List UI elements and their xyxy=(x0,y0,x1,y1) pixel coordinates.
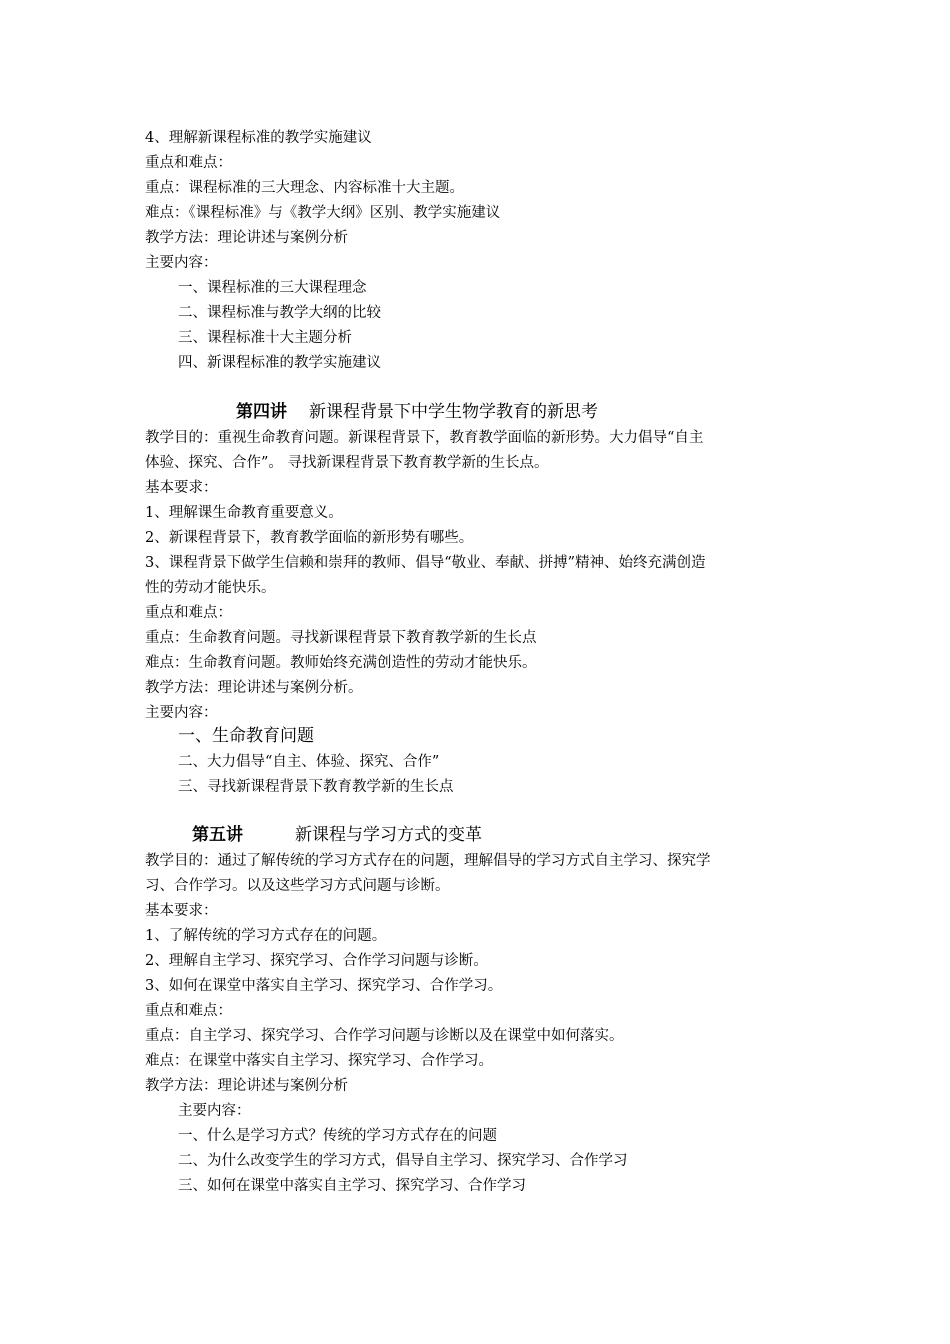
s5-content-item: 三、如何在课堂中落实自主学习、探究学习、合作学习 xyxy=(178,1178,526,1194)
s4-difficulty: 难点：生命教育问题。教师始终充满创造性的劳动才能快乐。 xyxy=(145,655,537,671)
s4-requirement-3-line1: 3、课程背景下做学生信赖和崇拜的教师、倡导“敬业、奉献、拼搏”精神、始终充满创造 xyxy=(145,555,706,571)
s3-teaching-method: 教学方法：理论讲述与案例分析 xyxy=(145,230,348,246)
s4-content-label: 主要内容： xyxy=(145,705,218,721)
s5-requirement-3: 3、如何在课堂中落实自主学习、探究学习、合作学习。 xyxy=(145,978,503,994)
s5-content-item: 二、为什么改变学生的学习方式，倡导自主学习、探究学习、合作学习 xyxy=(178,1153,628,1169)
s4-key-point: 重点：生命教育问题。寻找新课程背景下教育教学新的生长点 xyxy=(145,630,537,646)
s5-requirement-2: 2、理解自主学习、探究学习、合作学习问题与诊断。 xyxy=(145,953,488,969)
s5-requirement-1: 1、了解传统的学习方式存在的问题。 xyxy=(145,928,387,944)
s5-goal-line1: 教学目的：通过了解传统的学习方式存在的问题，理解倡导的学习方式自主学习、探究学 xyxy=(145,853,711,869)
s5-content-label: 主要内容： xyxy=(178,1103,251,1119)
s5-lecture-title: 新课程与学习方式的变革 xyxy=(295,825,482,845)
s4-content-item: 二、大力倡导“自主、体验、探究、合作” xyxy=(178,754,440,770)
s4-requirement-3-line2: 性的劳动才能快乐。 xyxy=(145,580,276,596)
s5-difficulty: 难点：在课堂中落实自主学习、探究学习、合作学习。 xyxy=(145,1053,493,1069)
s5-teaching-method: 教学方法：理论讲述与案例分析 xyxy=(145,1078,348,1094)
s4-heading xyxy=(236,401,598,423)
s3-key-point: 重点：课程标准的三大理念、内容标准十大主题。 xyxy=(145,180,464,196)
s4-lecture-title: 新课程背景下中学生物学教育的新思考 xyxy=(309,402,598,422)
s3-content-item: 二、课程标准与教学大纲的比较 xyxy=(178,305,381,321)
s3-content-item: 四、新课程标准的教学实施建议 xyxy=(178,355,381,371)
s4-content-item: 三、寻找新课程背景下教育教学新的生长点 xyxy=(178,779,454,795)
s5-key-point: 重点：自主学习、探究学习、合作学习问题与诊断以及在课堂中如何落实。 xyxy=(145,1028,624,1044)
s4-goal-line1: 教学目的：重视生命教育问题。新课程背景下，教育教学面临的新形势。大力倡导“自主 xyxy=(145,430,704,446)
s4-content-item: 一、生命教育问题 xyxy=(178,726,314,746)
s4-teaching-method: 教学方法：理论讲述与案例分析。 xyxy=(145,680,363,696)
s4-key-difficulty-label: 重点和难点： xyxy=(145,605,232,621)
s4-requirements-label: 基本要求： xyxy=(145,480,218,496)
s3-content-item: 一、课程标准的三大课程理念 xyxy=(178,280,367,296)
s3-difficulty: 难点：《课程标准》与《教学大纲》区别、教学实施建议 xyxy=(145,205,501,221)
s3-content-label: 主要内容： xyxy=(145,255,218,271)
s5-requirements-label: 基本要求： xyxy=(145,903,218,919)
s5-content-item: 一、什么是学习方式？传统的学习方式存在的问题 xyxy=(178,1128,497,1144)
s5-key-difficulty-label: 重点和难点： xyxy=(145,1003,232,1019)
s4-lecture-number: 第四讲 xyxy=(236,402,287,422)
s3-requirement-4: 4、理解新课程标准的教学实施建议 xyxy=(145,130,372,146)
s5-lecture-number: 第五讲 xyxy=(192,825,243,845)
s4-goal-line2: 体验、探究、合作”。 寻找新课程背景下教育教学新的生长点。 xyxy=(145,455,549,471)
s3-content-item: 三、课程标准十大主题分析 xyxy=(178,330,352,346)
s5-goal-line2: 习、合作学习。以及这些学习方式问题与诊断。 xyxy=(145,878,450,894)
s5-heading xyxy=(192,824,482,846)
s3-key-difficulty-label: 重点和难点： xyxy=(145,155,232,171)
s4-requirement-1: 1、理解课生命教育重要意义。 xyxy=(145,505,343,521)
s4-requirement-2: 2、新课程背景下，教育教学面临的新形势有哪些。 xyxy=(145,530,474,546)
